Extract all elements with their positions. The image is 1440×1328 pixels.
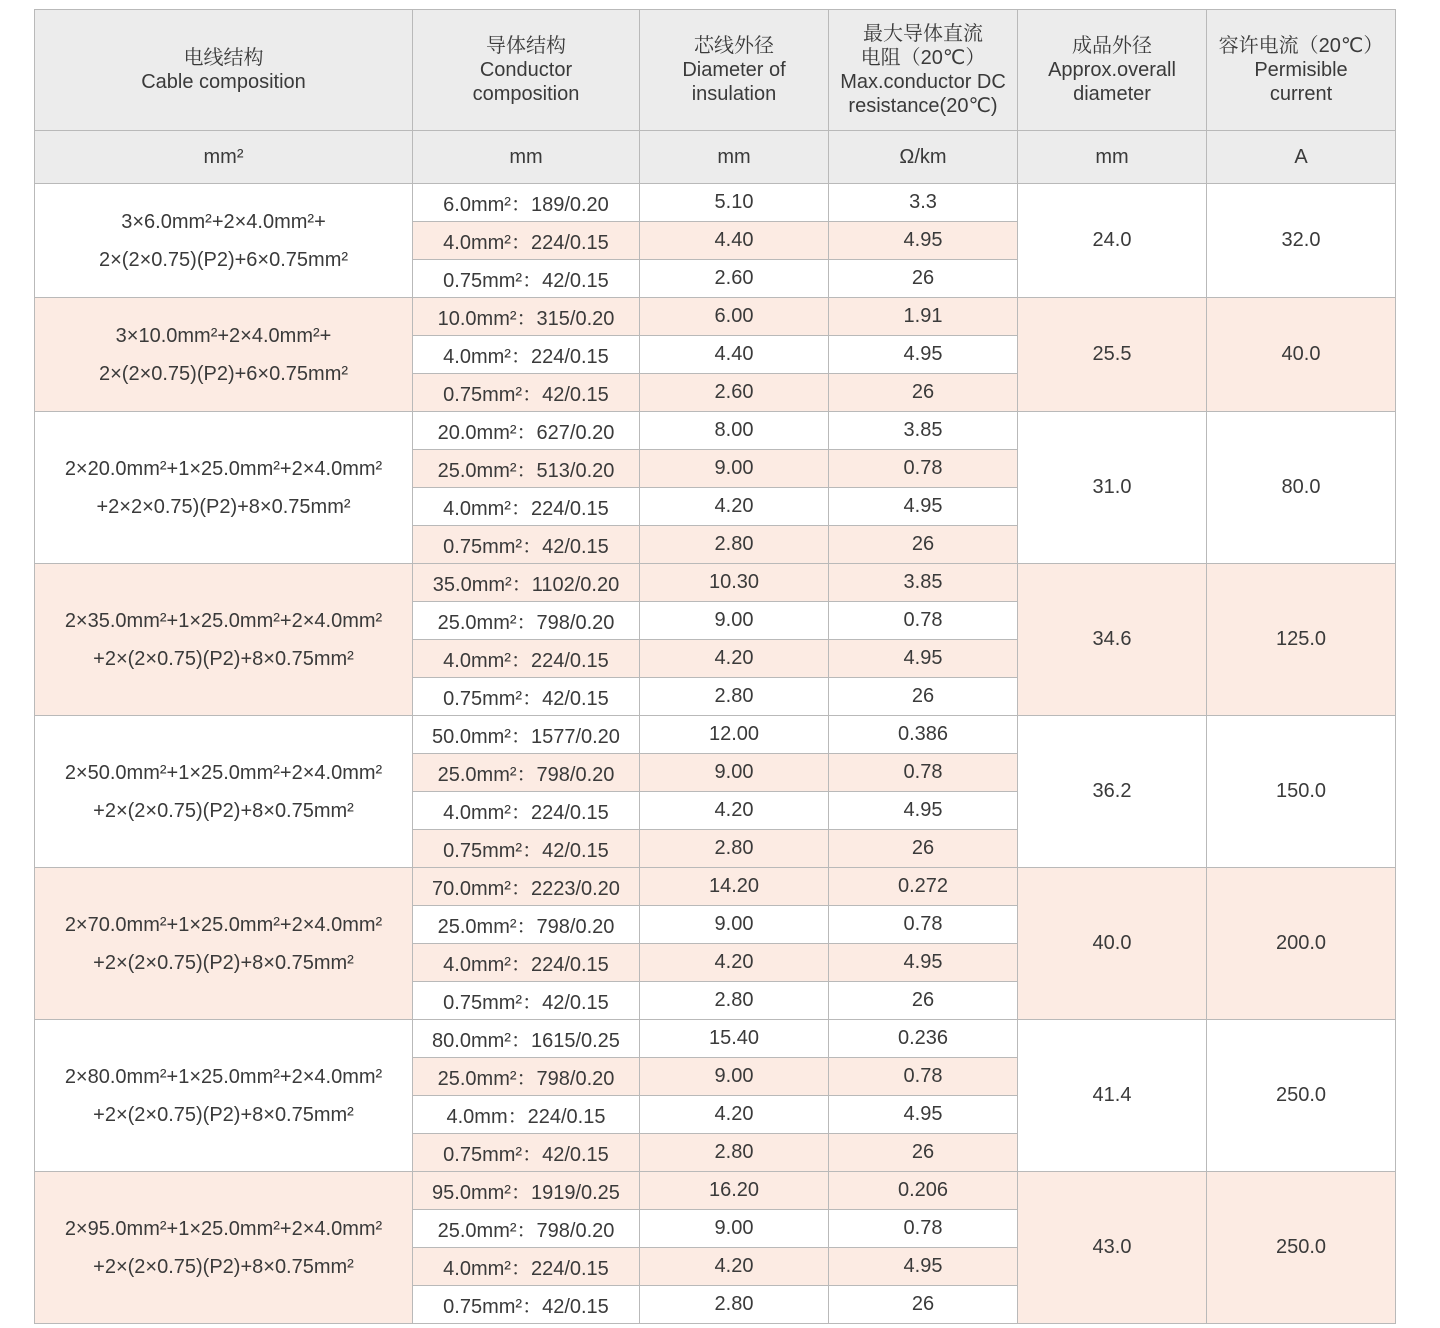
table-row <box>35 564 1396 602</box>
insulation-diameter-cell: 15.40 <box>640 1020 829 1058</box>
units-row <box>35 131 1396 184</box>
conductor-composition-cell: 4.0mm²：224/0.15 <box>413 792 640 830</box>
unit-cell: mm <box>413 131 640 184</box>
conductor-composition-cell: 4.0mm²：224/0.15 <box>413 488 640 526</box>
dc-resistance-cell: 0.78 <box>829 450 1018 488</box>
unit-cell: mm <box>1018 131 1207 184</box>
dc-resistance-cell: 4.95 <box>829 488 1018 526</box>
insulation-diameter-cell: 4.20 <box>640 944 829 982</box>
unit-cell: mm <box>640 131 829 184</box>
dc-resistance-cell: 3.85 <box>829 564 1018 602</box>
table-row <box>35 1020 1396 1058</box>
conductor-composition-cell: 0.75mm²：42/0.15 <box>413 1134 640 1172</box>
permissible-current-cell: 125.0 <box>1207 564 1396 716</box>
overall-diameter-cell: 24.0 <box>1018 184 1207 298</box>
overall-diameter-cell: 31.0 <box>1018 412 1207 564</box>
conductor-composition-cell: 25.0mm²：798/0.20 <box>413 754 640 792</box>
insulation-diameter-cell: 4.20 <box>640 488 829 526</box>
table-row <box>35 184 1396 222</box>
insulation-diameter-cell: 14.20 <box>640 868 829 906</box>
insulation-diameter-cell: 12.00 <box>640 716 829 754</box>
conductor-composition-cell: 4.0mm²：224/0.15 <box>413 944 640 982</box>
table-row <box>35 716 1396 754</box>
conductor-composition-cell: 25.0mm²：513/0.20 <box>413 450 640 488</box>
insulation-diameter-cell: 9.00 <box>640 1058 829 1096</box>
conductor-composition-cell: 25.0mm²：798/0.20 <box>413 1210 640 1248</box>
permissible-current-cell: 150.0 <box>1207 716 1396 868</box>
insulation-diameter-cell: 4.40 <box>640 222 829 260</box>
conductor-composition-cell: 4.0mm²：224/0.15 <box>413 1248 640 1286</box>
conductor-composition-cell: 0.75mm²：42/0.15 <box>413 982 640 1020</box>
dc-resistance-cell: 0.78 <box>829 754 1018 792</box>
dc-resistance-cell: 4.95 <box>829 1096 1018 1134</box>
header-row <box>35 10 1396 131</box>
header-overall-diameter: 成品外径 Approx.overall diameter <box>1018 10 1207 131</box>
insulation-diameter-cell: 4.40 <box>640 336 829 374</box>
dc-resistance-cell: 0.236 <box>829 1020 1018 1058</box>
conductor-composition-cell: 4.0mm²：224/0.15 <box>413 336 640 374</box>
dc-resistance-cell: 4.95 <box>829 1248 1018 1286</box>
dc-resistance-cell: 0.206 <box>829 1172 1018 1210</box>
header-permissible-current: 容许电流（20℃） Permisible current <box>1207 10 1396 131</box>
dc-resistance-cell: 26 <box>829 1286 1018 1324</box>
insulation-diameter-cell: 2.80 <box>640 982 829 1020</box>
header-max-dc-resistance: 最大导体直流 电阻（20℃） Max.conductor DC resistance(20℃) <box>829 10 1018 131</box>
cable-composition-cell: 2×95.0mm²+1×25.0mm²+2×4.0mm² +2×(2×0.75)(P2)+8×0.75mm² <box>35 1172 413 1324</box>
conductor-composition-cell: 0.75mm²：42/0.15 <box>413 1286 640 1324</box>
conductor-composition-cell: 4.0mm：224/0.15 <box>413 1096 640 1134</box>
dc-resistance-cell: 4.95 <box>829 792 1018 830</box>
insulation-diameter-cell: 4.20 <box>640 792 829 830</box>
conductor-composition-cell: 25.0mm²：798/0.20 <box>413 602 640 640</box>
dc-resistance-cell: 0.272 <box>829 868 1018 906</box>
insulation-diameter-cell: 2.60 <box>640 260 829 298</box>
dc-resistance-cell: 0.78 <box>829 602 1018 640</box>
conductor-composition-cell: 4.0mm²：224/0.15 <box>413 222 640 260</box>
insulation-diameter-cell: 9.00 <box>640 906 829 944</box>
dc-resistance-cell: 0.386 <box>829 716 1018 754</box>
permissible-current-cell: 200.0 <box>1207 868 1396 1020</box>
table-body <box>35 184 1396 1324</box>
conductor-composition-cell: 25.0mm²：798/0.20 <box>413 906 640 944</box>
insulation-diameter-cell: 9.00 <box>640 754 829 792</box>
overall-diameter-cell: 41.4 <box>1018 1020 1207 1172</box>
overall-diameter-cell: 40.0 <box>1018 868 1207 1020</box>
insulation-diameter-cell: 16.20 <box>640 1172 829 1210</box>
conductor-composition-cell: 35.0mm²：1102/0.20 <box>413 564 640 602</box>
cable-spec-table <box>34 9 1396 1324</box>
conductor-composition-cell: 10.0mm²：315/0.20 <box>413 298 640 336</box>
header-cable-composition: 电线结构 Cable composition <box>35 10 413 131</box>
insulation-diameter-cell: 9.00 <box>640 450 829 488</box>
insulation-diameter-cell: 2.80 <box>640 526 829 564</box>
dc-resistance-cell: 26 <box>829 1134 1018 1172</box>
dc-resistance-cell: 26 <box>829 526 1018 564</box>
permissible-current-cell: 250.0 <box>1207 1172 1396 1324</box>
cable-composition-cell: 3×10.0mm²+2×4.0mm²+ 2×(2×0.75)(P2)+6×0.75mm² <box>35 298 413 412</box>
dc-resistance-cell: 1.91 <box>829 298 1018 336</box>
conductor-composition-cell: 0.75mm²：42/0.15 <box>413 374 640 412</box>
conductor-composition-cell: 6.0mm²：189/0.20 <box>413 184 640 222</box>
insulation-diameter-cell: 2.80 <box>640 678 829 716</box>
header-conductor-composition: 导体结构 Conductor composition <box>413 10 640 131</box>
unit-cell: A <box>1207 131 1396 184</box>
insulation-diameter-cell: 4.20 <box>640 1248 829 1286</box>
conductor-composition-cell: 70.0mm²：2223/0.20 <box>413 868 640 906</box>
table-row <box>35 412 1396 450</box>
overall-diameter-cell: 43.0 <box>1018 1172 1207 1324</box>
insulation-diameter-cell: 8.00 <box>640 412 829 450</box>
insulation-diameter-cell: 10.30 <box>640 564 829 602</box>
unit-cell: mm² <box>35 131 413 184</box>
overall-diameter-cell: 36.2 <box>1018 716 1207 868</box>
dc-resistance-cell: 3.3 <box>829 184 1018 222</box>
conductor-composition-cell: 95.0mm²：1919/0.25 <box>413 1172 640 1210</box>
cable-composition-cell: 2×70.0mm²+1×25.0mm²+2×4.0mm² +2×(2×0.75)(P2)+8×0.75mm² <box>35 868 413 1020</box>
insulation-diameter-cell: 9.00 <box>640 1210 829 1248</box>
dc-resistance-cell: 4.95 <box>829 336 1018 374</box>
cable-composition-cell: 2×20.0mm²+1×25.0mm²+2×4.0mm² +2×2×0.75)(P2)+8×0.75mm² <box>35 412 413 564</box>
permissible-current-cell: 250.0 <box>1207 1020 1396 1172</box>
dc-resistance-cell: 0.78 <box>829 1210 1018 1248</box>
conductor-composition-cell: 0.75mm²：42/0.15 <box>413 830 640 868</box>
dc-resistance-cell: 4.95 <box>829 640 1018 678</box>
conductor-composition-cell: 25.0mm²：798/0.20 <box>413 1058 640 1096</box>
dc-resistance-cell: 26 <box>829 830 1018 868</box>
dc-resistance-cell: 3.85 <box>829 412 1018 450</box>
permissible-current-cell: 32.0 <box>1207 184 1396 298</box>
insulation-diameter-cell: 5.10 <box>640 184 829 222</box>
insulation-diameter-cell: 2.80 <box>640 1286 829 1324</box>
permissible-current-cell: 80.0 <box>1207 412 1396 564</box>
conductor-composition-cell: 0.75mm²：42/0.15 <box>413 678 640 716</box>
conductor-composition-cell: 20.0mm²：627/0.20 <box>413 412 640 450</box>
conductor-composition-cell: 4.0mm²：224/0.15 <box>413 640 640 678</box>
table-row <box>35 298 1396 336</box>
insulation-diameter-cell: 9.00 <box>640 602 829 640</box>
cable-composition-cell: 3×6.0mm²+2×4.0mm²+ 2×(2×0.75)(P2)+6×0.75mm² <box>35 184 413 298</box>
dc-resistance-cell: 26 <box>829 260 1018 298</box>
dc-resistance-cell: 4.95 <box>829 944 1018 982</box>
header-insulation-diameter: 芯线外径 Diameter of insulation <box>640 10 829 131</box>
dc-resistance-cell: 0.78 <box>829 906 1018 944</box>
insulation-diameter-cell: 4.20 <box>640 1096 829 1134</box>
table-row <box>35 1172 1396 1210</box>
cable-composition-cell: 2×50.0mm²+1×25.0mm²+2×4.0mm² +2×(2×0.75)(P2)+8×0.75mm² <box>35 716 413 868</box>
dc-resistance-cell: 4.95 <box>829 222 1018 260</box>
unit-cell: Ω/km <box>829 131 1018 184</box>
insulation-diameter-cell: 4.20 <box>640 640 829 678</box>
insulation-diameter-cell: 6.00 <box>640 298 829 336</box>
dc-resistance-cell: 26 <box>829 374 1018 412</box>
dc-resistance-cell: 26 <box>829 678 1018 716</box>
dc-resistance-cell: 26 <box>829 982 1018 1020</box>
insulation-diameter-cell: 2.80 <box>640 830 829 868</box>
insulation-diameter-cell: 2.60 <box>640 374 829 412</box>
conductor-composition-cell: 80.0mm²：1615/0.25 <box>413 1020 640 1058</box>
overall-diameter-cell: 34.6 <box>1018 564 1207 716</box>
conductor-composition-cell: 50.0mm²：1577/0.20 <box>413 716 640 754</box>
insulation-diameter-cell: 2.80 <box>640 1134 829 1172</box>
overall-diameter-cell: 25.5 <box>1018 298 1207 412</box>
cable-composition-cell: 2×35.0mm²+1×25.0mm²+2×4.0mm² +2×(2×0.75)(P2)+8×0.75mm² <box>35 564 413 716</box>
permissible-current-cell: 40.0 <box>1207 298 1396 412</box>
cable-composition-cell: 2×80.0mm²+1×25.0mm²+2×4.0mm² +2×(2×0.75)(P2)+8×0.75mm² <box>35 1020 413 1172</box>
conductor-composition-cell: 0.75mm²：42/0.15 <box>413 526 640 564</box>
conductor-composition-cell: 0.75mm²：42/0.15 <box>413 260 640 298</box>
dc-resistance-cell: 0.78 <box>829 1058 1018 1096</box>
table-row <box>35 868 1396 906</box>
